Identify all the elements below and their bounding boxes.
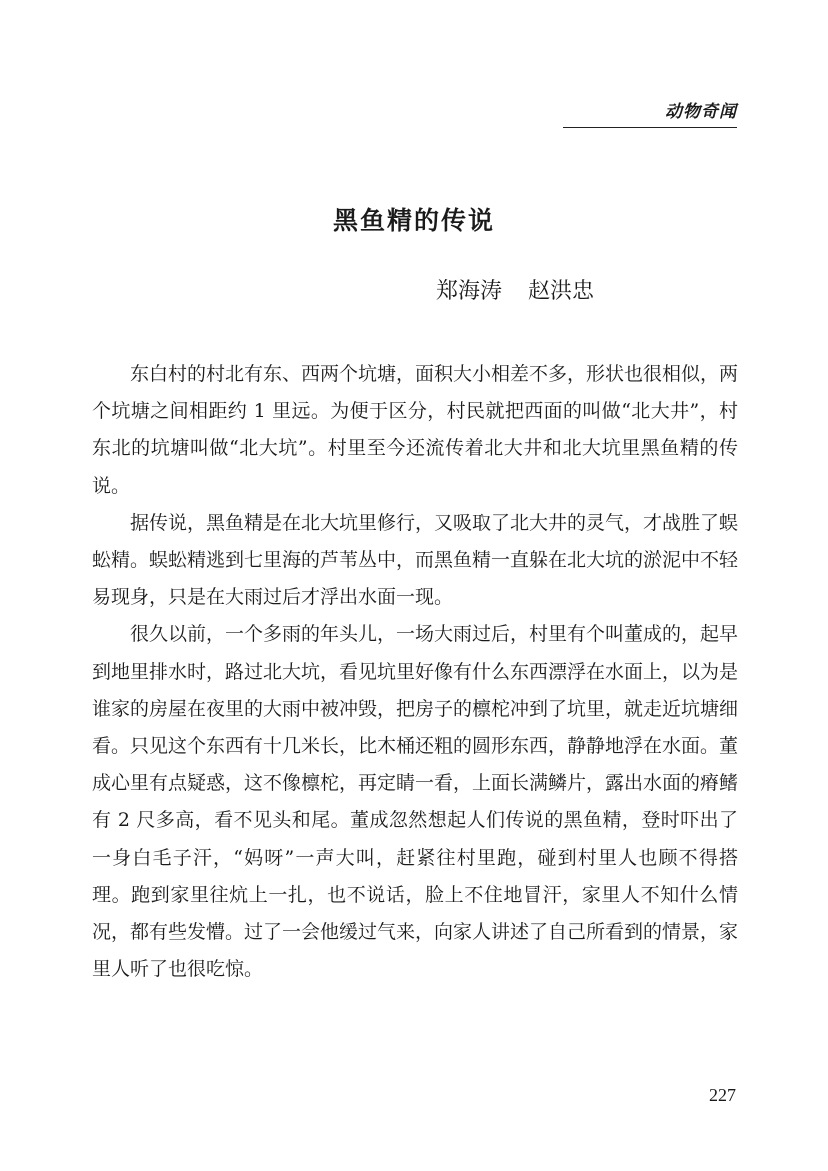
paragraph: 据传说，黑鱼精是在北大坑里修行，又吸取了北大井的灵气，才战胜了蜈蚣精。蜈蚣精逃到七里海的芦苇丛中，而黑鱼精一直躲在北大坑的淤泥中不轻易现身，只是在大雨过后才浮出水面一现。 [92, 511, 739, 609]
paragraph: 很久以前，一个多雨的年头儿，一场大雨过后，村里有个叫董成的，起早到地里排水时，路过北大坑，看见坑里好像有什么东西漂浮在水面上，以为是谁家的房屋在夜里的大雨中被冲毁，把房子的檩柁冲到了坑里，就走近坑塘细看。只见这个东西有十几米长，比木桶还粗的圆形东西，静静地浮在水面。董成心里有点疑惑，这不像檩柁，再定睛一看，上面长满鳞片，露出水面的瘠鳍有 2 尺多高，看不见头和尾。董成忽然想起人们传说的黑鱼精，登时吓出了一身白毛子汗，“妈呀”一声大叫，赶紧往村里跑，碰到村里人也顾不得搭理。跑到家里往炕上一扎，也不说话，脸上不住地冒汗，家里人不知什么情况，都有些发懵。过了一会他缓过气来，向家人讲述了自己所看到的情景，家里人听了也很吃惊。 [92, 623, 739, 981]
article-body [92, 356, 738, 988]
running-head [563, 100, 737, 128]
section-title: 动物奇闻 [665, 102, 737, 122]
paragraph: 东白村的村北有东、西两个坑塘，面积大小相差不多，形状也很相似，两个坑塘之间相距约 1 里远。为便于区分，村民就把西面的叫做“北大井”，村东北的坑塘叫做“北大坑”。村里至今还流传着北大井和北大坑里黑鱼精的传说。 [92, 363, 739, 497]
article-title: 黑鱼精的传说 [332, 206, 495, 235]
page-number: 227 [709, 1085, 736, 1105]
author-name: 郑海涛 [436, 279, 503, 304]
author-name: 赵洪忠 [528, 279, 595, 304]
article-authors [436, 276, 594, 308]
